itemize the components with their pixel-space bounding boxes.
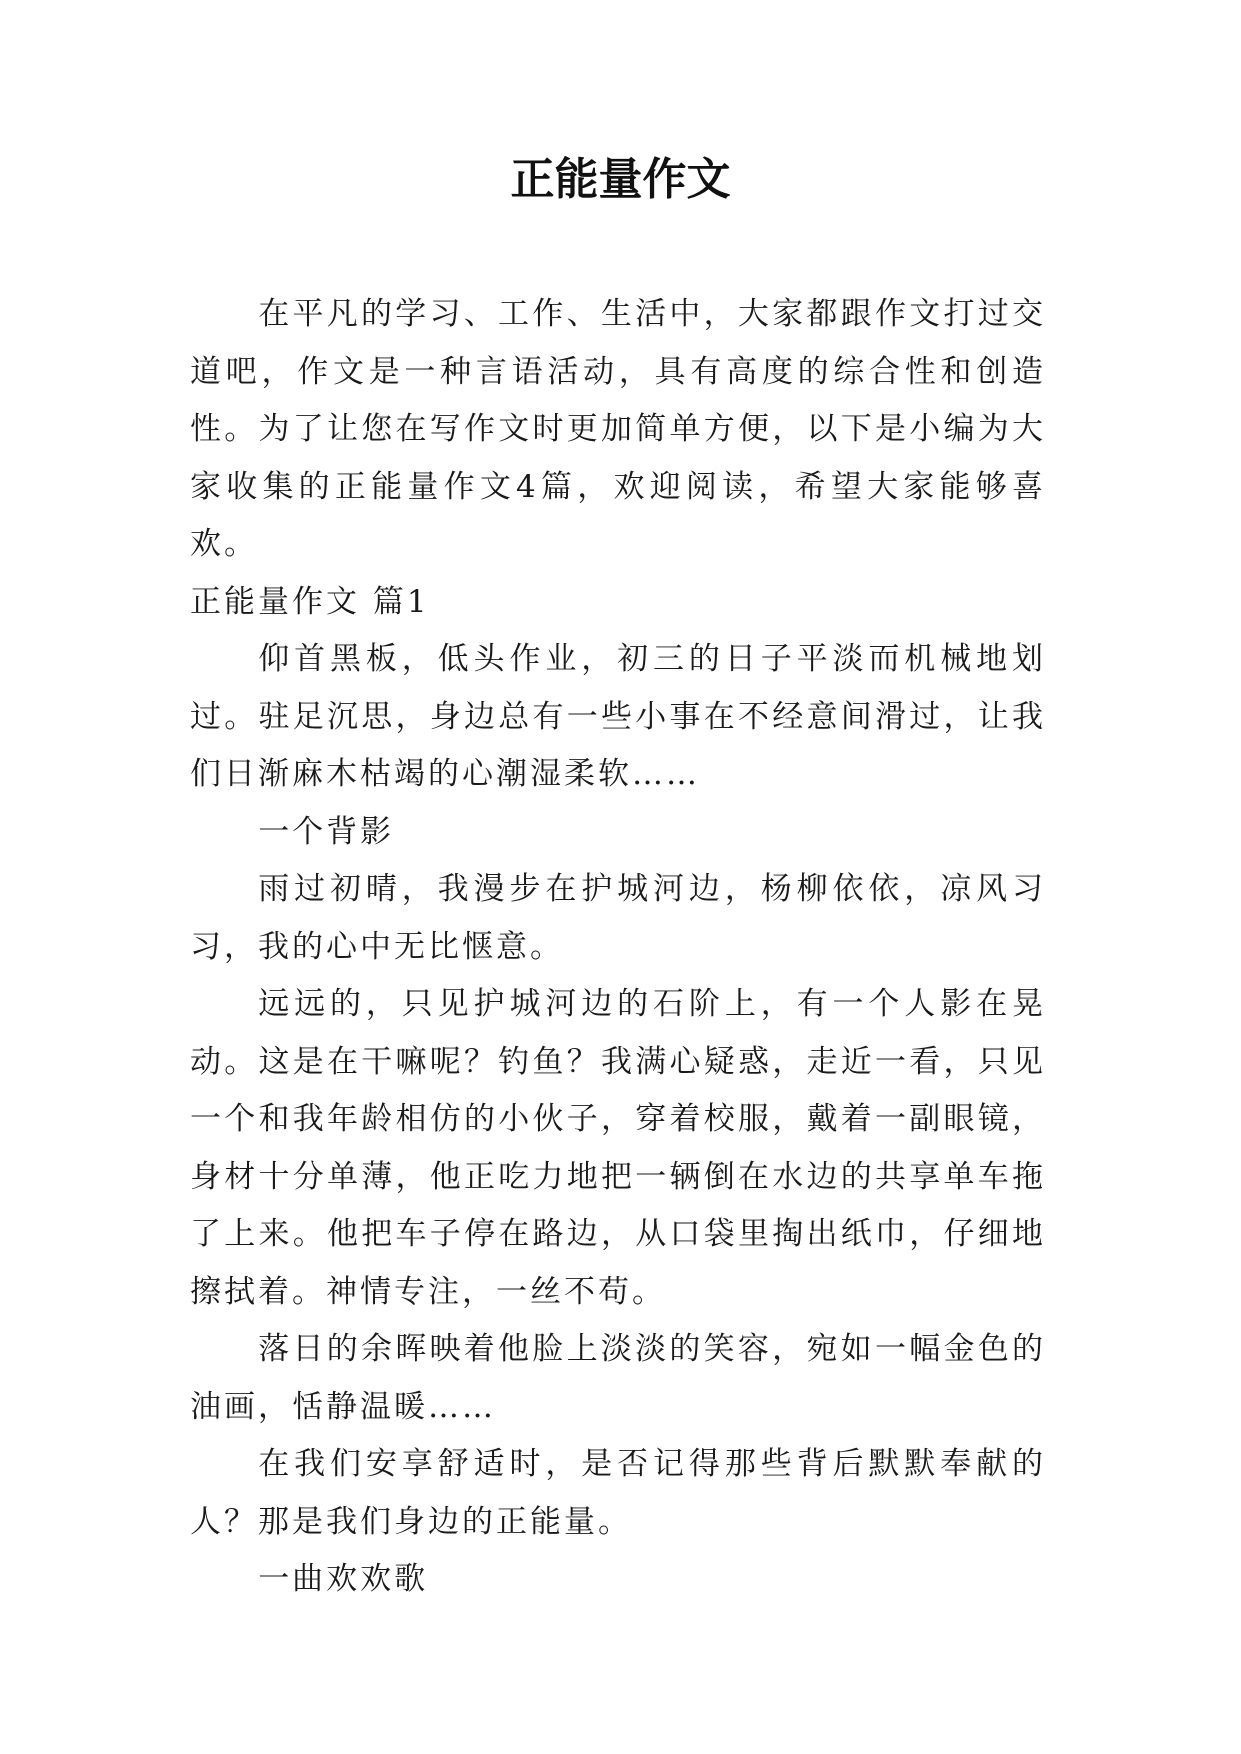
document-title: 正能量作文 [510, 154, 731, 205]
paragraph: 在我们安享舒适时，是否记得那些背后默默奉献的人？那是我们身边的正能量。 [190, 1446, 1046, 1540]
subheading-paragraph: 一曲欢欢歌 [258, 1561, 429, 1597]
document-body [190, 286, 1046, 1609]
subheading-paragraph: 一个背影 [258, 813, 395, 850]
paragraph: 落日的余晖映着他脸上淡淡的笑容，宛如一幅金色的油画，恬静温暖…… [190, 1331, 1046, 1425]
paragraph: 雨过初晴，我漫步在护城河边，杨柳依依，凉风习习，我的心中无比惬意。 [190, 871, 1046, 965]
paragraph: 远远的，只见护城河边的石阶上，有一个人影在晃动。这是在干嘛呢？钓鱼？我满心疑惑，走近一看，只见一个和我年龄相仿的小伙子，穿着校服，戴着一副眼镜，身材十分单薄，他正吃力地把一辆倒在水边的共享单车拖了上来。他把车子停在路边，从口袋里掏出纸巾，仔细地擦拭着。神情专注，一丝不苟。 [190, 986, 1046, 1310]
paragraph-intro: 在平凡的学习、工作、生活中，大家都跟作文打过交道吧，作文是一种言语活动，具有高度的综合性和创造性。为了让您在写作文时更加简单方便，以下是小编为大家收集的正能量作文4篇，欢迎阅读，希望大家能够喜欢。 [190, 296, 1046, 562]
paragraph: 仰首黑板，低头作业，初三的日子平淡而机械地划过。驻足沉思，身边总有一些小事在不经意间滑过，让我们日渐麻木枯竭的心潮湿柔软…… [190, 641, 1046, 792]
section-heading: 正能量作文 篇1 [190, 583, 430, 620]
